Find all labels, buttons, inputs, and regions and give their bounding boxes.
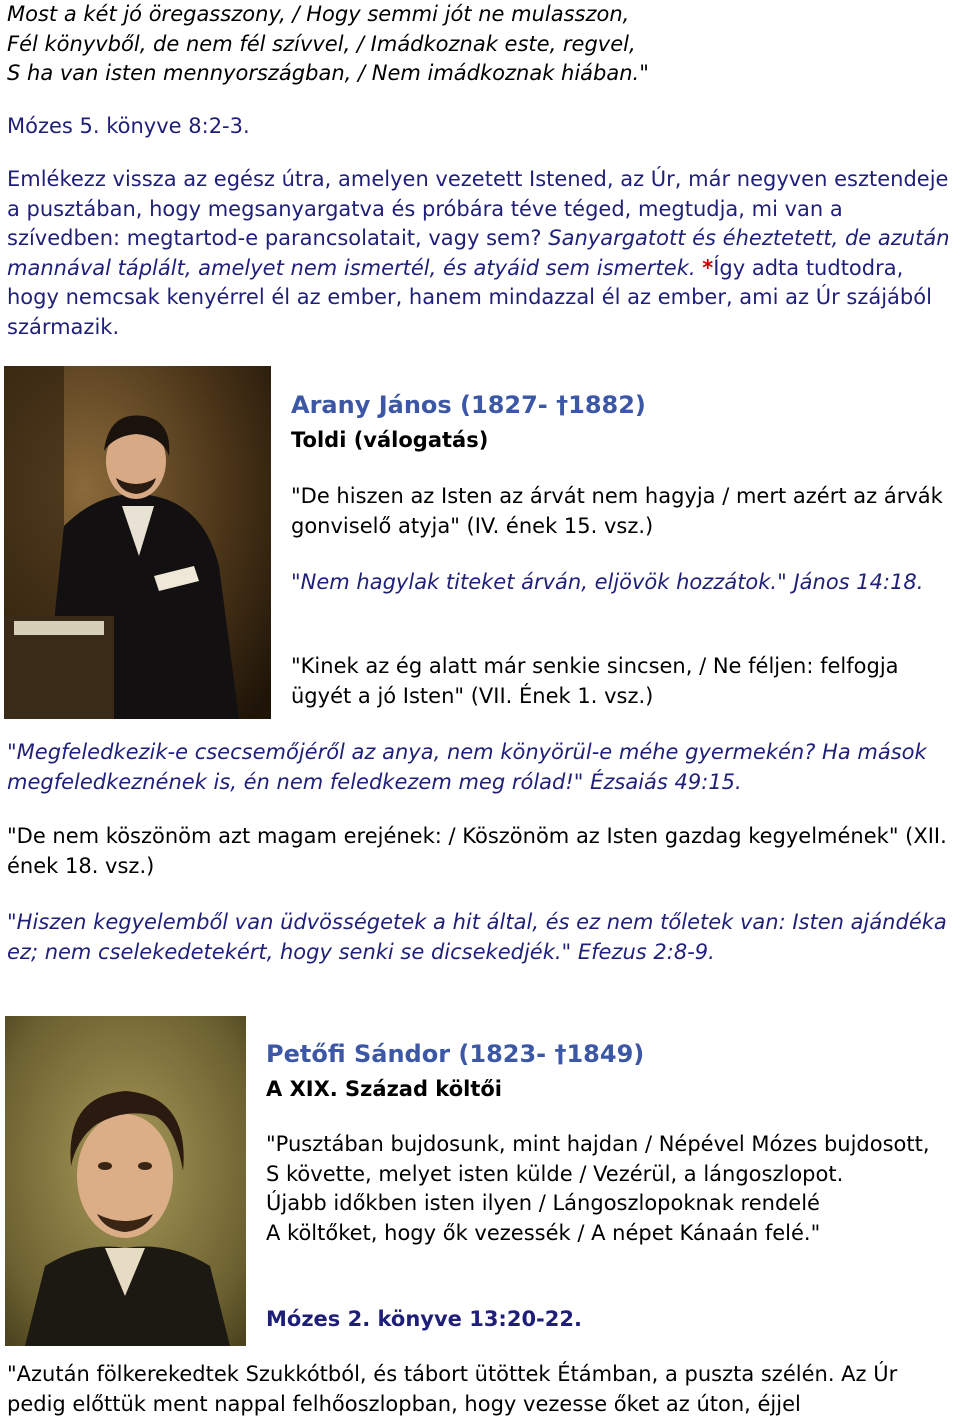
poem-line: Újabb időkben isten ilyen / Lángoszlopoknak rendelé xyxy=(266,1191,820,1215)
arany-subtitle: Toldi (válogatás) xyxy=(291,428,489,452)
poem-line: Most a két jó öregasszony, / Hogy semmi jót ne mulasszon, xyxy=(7,2,630,26)
poem-line: S ha van isten mennyországban, / Nem imádkoznak hiában." xyxy=(7,61,649,85)
paragraph-normal-text: Emlékezz vissza az egész útra, amelyen vezetett Istened, az Úr, már negyven esztendeje a pusztában, hogy megsanyargatva és próbára téve téged, megtudja, mi van a szívedben: megtartod-e parancsolatait, vagy sem? xyxy=(7,167,949,250)
footnote-star: * xyxy=(702,255,714,280)
paragraph-italic-text: Sanyargatott és éheztetett, de azután mannával táplált, amelyet nem ismertél, és atyáid sem ismertek. xyxy=(7,226,950,280)
quote-exodus: "Azután fölkerekedtek Szukkótból, és tábort ütöttek Étámban, a puszta szélén. Az Úr pedig előttük ment nappal felhőoszlopban, hogy vezesse őket az úton, éjjel xyxy=(7,1362,898,1416)
paragraph-rest-text: Így adta tudtodra, hogy nemcsak kenyérrel él az ember, hanem mindazzal él az ember, ami az Úr szájából származik. xyxy=(7,255,932,339)
intro-poem xyxy=(7,0,953,89)
petofi-title: Petőfi Sándor (1823- †1849) xyxy=(266,1040,645,1068)
reference-mozes-2: Mózes 2. könyve 13:20-22. xyxy=(266,1307,582,1331)
arany-quote-1: "De hiszen az Isten az árvát nem hagyja / mert azért az árvák gonviselő atyja" (IV. ének 15. vsz.) xyxy=(291,484,943,538)
poem-line: S követte, melyet isten külde / Vezérül, a lángoszlopot. xyxy=(266,1161,844,1186)
quote-efezus: "Hiszen kegyelemből van üdvösségetek a hit által, és ez nem tőletek van: Isten ajándéka ez; nem cselekedetekért, hogy senki se dicsekedjék." Efezus 2:8-9. xyxy=(7,910,947,964)
poem-line: Fél könyvből, de nem fél szívvel, / Imádkoznak este, regvel, xyxy=(7,31,636,56)
poem-line: A költőket, hogy ők vezessék / A népet Kánaán felé." xyxy=(266,1220,821,1245)
quote-ezsaias: "Megfeledkezik-e csecsemőjéről az anya, nem könyörül-e méhe gyermekén? Ha mások megfeledkeznének is, én nem feledkezem meg rólad!" Ézsaiás 49:15. xyxy=(7,740,927,794)
quote-toldi-xii: "De nem köszönöm azt magam erejének: / Köszönöm az Isten gazdag kegyelmének" (XII. ének 18. vsz.) xyxy=(7,824,947,878)
arany-title: Arany János (1827- †1882) xyxy=(291,391,646,419)
petofi-portrait xyxy=(5,1016,246,1346)
petofi-poem xyxy=(266,1130,952,1248)
arany-quote-3: "Kinek az ég alatt már senkie sincsen, / Ne féljen: felfogja ügyét a jó Isten" (VII. Ének 1. vsz.) xyxy=(291,654,899,708)
arany-portrait-image xyxy=(4,366,271,719)
arany-quote-2: "Nem hagylak titeket árván, eljövök hozzátok." János 14:18. xyxy=(291,570,924,594)
bible-paragraph xyxy=(7,165,953,342)
reference-mozes-5: Mózes 5. könyve 8:2-3. xyxy=(7,114,250,138)
poem-line: "Pusztában bujdosunk, mint hajdan / Népével Mózes bujdosott, xyxy=(266,1132,930,1156)
petofi-portrait-image xyxy=(5,1016,246,1346)
petofi-subtitle: A XIX. Század költői xyxy=(266,1077,502,1101)
arany-portrait xyxy=(4,366,271,719)
